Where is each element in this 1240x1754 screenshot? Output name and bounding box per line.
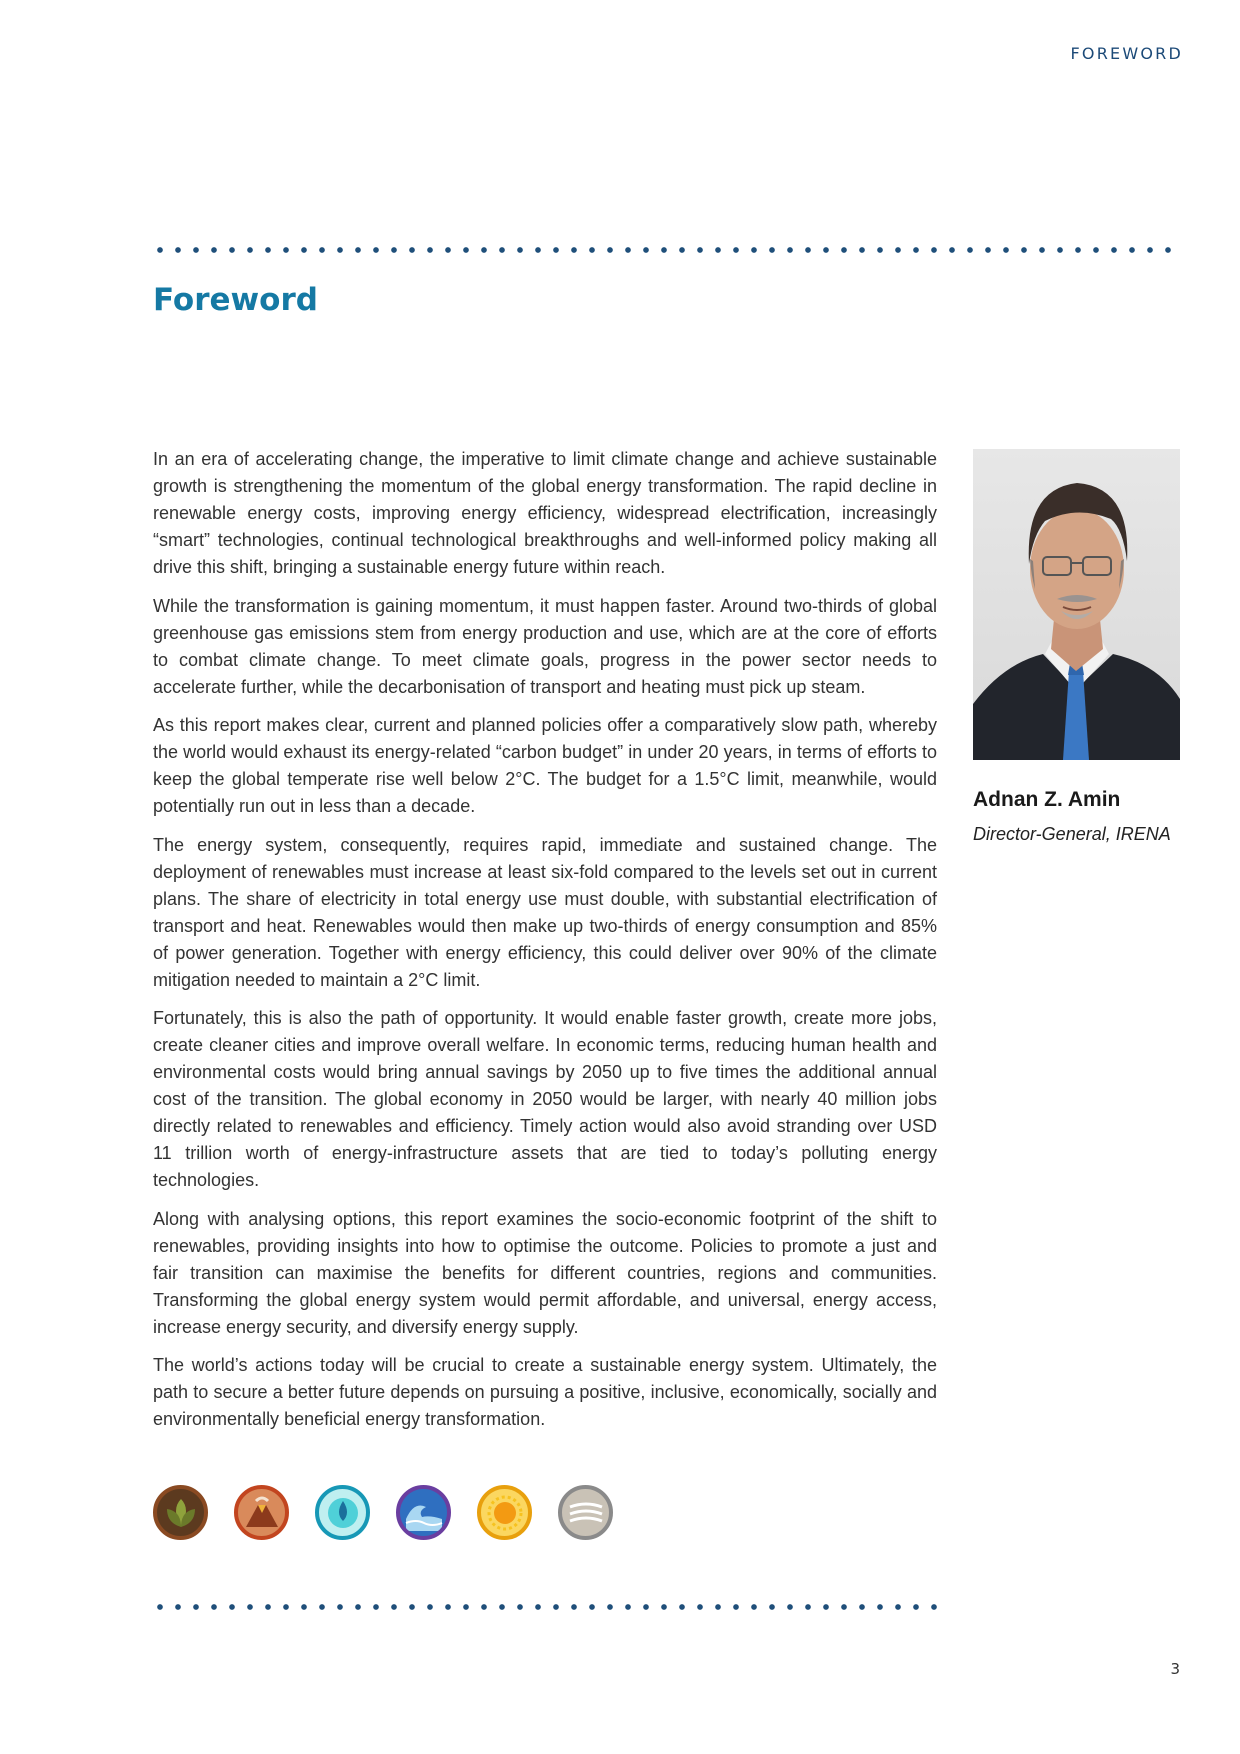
ocean-wave-icon — [396, 1485, 451, 1540]
author-portrait-photo — [973, 449, 1180, 760]
paragraph: The world’s actions today will be crucial to create a sustainable energy system. Ultimately, the path to secure a better future depends on pursuing a positive, inclusive, economically, socially and environmentally beneficial energy transformation. — [153, 1355, 937, 1429]
paragraph: While the transformation is gaining momentum, it must happen faster. Around two-thirds of global greenhouse gas emissions stem from energy production and use, which are at the core of efforts to combat climate change. To meet climate goals, progress in the power sector needs to accelerate further, while the decarbonisation of transport and heating must pick up steam. — [153, 595, 937, 697]
paragraph: As this report makes clear, current and planned policies offer a comparatively slow path, whereby the world would exhaust its energy-related “carbon budget” in under 20 years, in terms of efforts to keep the global temperate rise well below 2°C. The budget for a 1.5°C limit, meanwhile, would potentially run out in less than a decade. — [153, 715, 937, 816]
geothermal-volcano-icon — [234, 1485, 289, 1540]
page-title: Foreword — [153, 282, 318, 318]
paragraph: Fortunately, this is also the path of opportunity. It would enable faster growth, create more jobs, create cleaner cities and improve overall welfare. In economic terms, reducing human health and environmental costs would bring annual savings by 2050 up to five times the additional annual cost of the transition. The global economy in 2050 would be larger, with nearly 40 million jobs directly related to renewables and efficiency. Timely action would also avoid stranding over USD 11 trillion worth of energy-infrastructure assets that are tied to today’s polluting energy technologies. — [153, 1008, 937, 1190]
top-dotted-divider — [151, 247, 1177, 253]
author-name: Adnan Z. Amin — [973, 788, 1121, 811]
foreword-body — [153, 446, 937, 1445]
hydropower-droplet-icon — [315, 1485, 370, 1540]
paragraph: In an era of accelerating change, the imperative to limit climate change and achieve sustainable growth is strengthening the momentum of the global energy transformation. The rapid decline in renewable energy costs, improving energy efficiency, widespread electrification, increasingly “smart” technologies, continual technological breakthroughs and well-informed policy making all drive this shift, bringing a sustainable energy future within reach. — [153, 449, 937, 577]
page-number: 3 — [1170, 1660, 1180, 1678]
renewable-energy-icon-row — [153, 1485, 613, 1541]
bioenergy-leaf-icon — [153, 1485, 208, 1540]
paragraph: The energy system, consequently, requires rapid, immediate and sustained change. The deployment of renewables must increase at least six-fold compared to the levels set out in current plans. The share of electricity in total energy use must double, with substantial electrification of transport and heat. Renewables would then make up two-thirds of energy consumption and 85% of power generation. Together with energy efficiency, this could deliver over 90% of the climate mitigation needed to maintain a 2°C limit. — [153, 834, 937, 990]
paragraph: Along with analysing options, this report examines the socio-economic footprint of the shift to renewables, providing insights into how to optimise the outcome. Policies to promote a just and fair transition can maximise the benefits for different countries, regions and communities. Transforming the global energy system would permit affordable, and universal, energy access, increase energy security, and diversify energy supply. — [153, 1208, 937, 1337]
wind-icon — [558, 1485, 613, 1540]
running-header: FOREWORD — [1070, 44, 1183, 63]
author-role: Director-General, IRENA — [973, 824, 1171, 844]
solar-sun-icon — [477, 1485, 532, 1540]
bottom-dotted-divider — [151, 1604, 943, 1610]
